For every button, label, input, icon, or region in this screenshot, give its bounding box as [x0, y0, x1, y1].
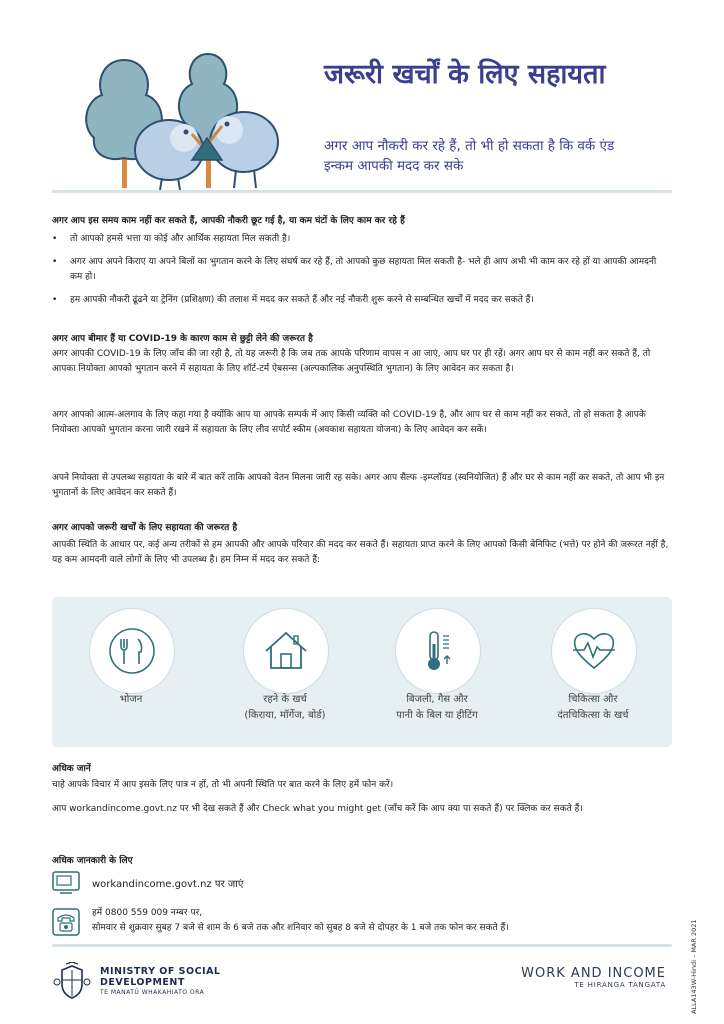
nz-crest-icon [52, 962, 92, 1002]
category-circle-medical [551, 608, 637, 694]
list-item: • तो आपको हमसे भत्ता या कोई और आर्थिक सहायता मिल सकती है। [48, 232, 670, 247]
section3-heading: अगर आपको जरूरी खर्चों के लिए सहायता की जरूरत है [52, 523, 238, 533]
phone-icon [52, 908, 80, 936]
list-item: • अगर आप अपने किराए या अपने बिलों का भुगतान करने के लिए संघर्ष कर रहे हैं, तो आपको कुछ सहायता मिल सकती है- भले ही आप अभी भी काम कर रहे हों या आपकी आमदनी कम हो। [48, 255, 670, 285]
section1-heading: अगर आप इस समय काम नहीं कर सकते हैं, आपकी नौकरी छूट गई है, या कम घंटों के लिए काम कर रहे हैं [52, 216, 405, 226]
section2-heading: अगर आप बीमार हैं या COVID-19 के कारण काम से छुट्टी लेने की जरूरत है [52, 334, 313, 344]
footer-divider [52, 944, 672, 947]
section2-paragraph-1: अगर आपकी COVID-19 के लिए जाँच की जा रही है, तो यह जरूरी है कि जब तक आपके परिणाम वापस न आ जाएं, आप घर पर ही रहें। अगर आप घर से काम नहीं कर सकते हैं, तो आपका नियोक्ता आपको भुगतान करने में सहायता के लिए शॉर्ट-टर्म ऐबसन्स (अल्पकालिक अनुपस्थिति भुगतान) के लिए आवेदन कर सकता है। [52, 349, 651, 374]
section3-paragraph: आपकी स्थिति के आधार पर, कई अन्य तरीकों से हम आपकी और आपके परिवार की मदद कर सकते हैं। सहायता प्राप्त करने के लिए आपको किसी बेनिफिट (भत्ते) पर होने की जरूरत नहीं है, यह कम आमदनी वाले लोगों के लिए भी उपलब्ध है। हम निम्न में मदद कर सकते हैं: [52, 540, 669, 565]
computer-icon [52, 871, 80, 895]
page-subtitle: अगर आप नौकरी कर रहे हैं, तो भी हो सकता है कि वर्क एंड इन्कम आपकी मदद कर सके [324, 138, 615, 174]
msd-logo-text [100, 966, 220, 996]
document-code: ALLA143W-Hindi – MAR 2021 [690, 919, 698, 1014]
heart-pulse-icon [569, 626, 619, 676]
header-divider [52, 190, 672, 193]
info-heading: अधिक जानकारी के लिए [52, 856, 133, 866]
category-label-food: भोजन [119, 694, 143, 705]
category-circle-utilities [395, 608, 481, 694]
learn-more-paragraph-2: आप workandincome.govt.nz पर भी देख सकते हैं और Check what you might get (जाँच करें कि आप क्या पा सकते हैं) पर क्लिक कर सकते हैं। [52, 804, 583, 814]
category-circle-food [89, 608, 175, 694]
msd-line-3: TE MANATŪ WHAKAHIATO ORA [100, 989, 205, 996]
msd-line-2: DEVELOPMENT [100, 977, 185, 988]
section2-paragraph-3: अपने नियोक्ता से उपलब्ध सहायता के बारे में बात करें ताकि आपको वेतन मिलना जारी रह सके। अगर आप सैल्फ -इम्प्लॉयड (स्वनियोजित) हैं और घर से काम नहीं कर सकते, तो आप भी इन भुगतानों के लिए आवेदन कर सकते हैं। [52, 473, 665, 498]
wi-subtitle: TE HIRANGA TANGATA [574, 981, 666, 989]
category-label-medical: चिकित्सा और दंतचिकित्सा के खर्च [557, 694, 629, 721]
kiwi-birds-illustration [74, 50, 304, 195]
categories-panel [52, 597, 672, 747]
msd-line-1: MINISTRY OF SOCIAL [100, 966, 221, 977]
info-phone-line-1: हमें 0800 559 009 नम्बर पर, [92, 908, 203, 918]
page-title: जरूरी खर्चों के लिए सहायता [324, 59, 606, 90]
wi-title: WORK AND INCOME [521, 966, 666, 981]
category-label-utilities: बिजली, गैस और पानी के बिल या हीटिंग [396, 694, 478, 721]
wi-logo-text [490, 966, 666, 989]
info-phone-line-2: सोमवार से शुक्रवार सुबह 7 बजे से शाम के 6 बजे तक और शनिवार को सुबह 8 बजे से दोपहर के 1 बजे तक फोन कर सकते हैं। [92, 923, 509, 933]
thermometer-icon [413, 626, 463, 676]
list-item: • हम आपकी नौकरी ढूंढने या ट्रेनिंग (प्रशिक्षण) की तलाश में मदद कर सकते हैं और नई नौकरी शुरू करने से सम्बन्धित खर्चों में मदद कर सकते हैं। [48, 293, 670, 308]
section1-list [48, 232, 670, 316]
learn-more-paragraph-1: चाहे आपके विचार में आप इसके लिए पात्र न हों, तो भी अपनी स्थिति पर बात करने के लिए हमें फोन करें। [52, 780, 394, 790]
cutlery-icon [107, 626, 157, 676]
house-icon [261, 626, 311, 676]
category-label-living: रहने के खर्च (किराया, मॉर्गेज, बोर्ड) [244, 694, 326, 721]
info-website: workandincome.govt.nz पर जाएं [92, 879, 244, 890]
category-circle-living [243, 608, 329, 694]
section2-paragraph-2: अगर आपको आत्म-अलगाव के लिए कहा गया है क्योंकि आप या आपके सम्पर्क में आए किसी व्यक्ति को COVID-19 है, और आप घर से काम नहीं कर सकते, तो हो सकता है आपके नियोक्ता आपको भुगतान करना जारी रखने में सहायता के लिए लीव सपोर्ट स्कीम (अवकाश सहायता योजना) के लिए आवेदन कर सकें। [52, 410, 646, 435]
learn-more-heading: अधिक जानें [52, 764, 91, 774]
